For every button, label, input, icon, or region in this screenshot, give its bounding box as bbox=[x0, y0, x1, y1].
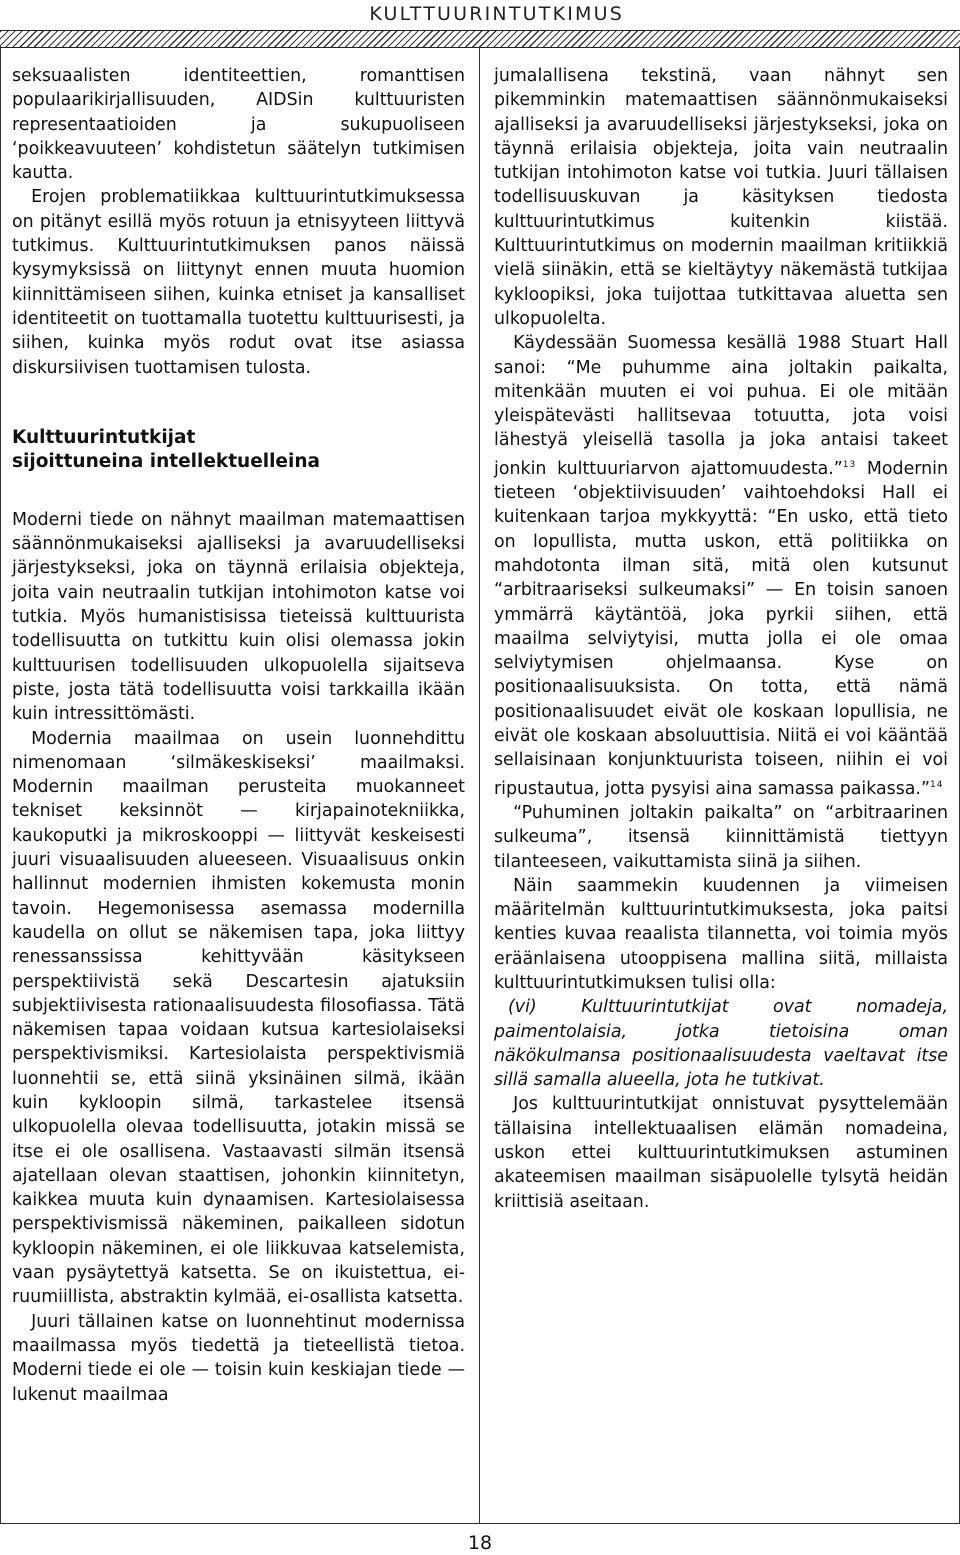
paragraph: Juuri tällainen katse on luonnehtinut modernissa maailmassa myös tiedettä ja tieteellistä tietoa. Moderni tiede ei ole — toisin kuin keskiajan tiede — lukenut maailmaa bbox=[12, 1311, 465, 1405]
running-title: KULTTUURINTUTKIMUS bbox=[369, 3, 624, 25]
paragraph: Jos kulttuurintutkijat onnistuvat pysyttelemään tällaisina intellektuaalisen elämän nomadeina, uskon ettei kulttuurintutkimuksen astuminen akateemisen maailman sisäpuolelle tylsytä heidän kriittisiä aseitaan. bbox=[494, 1094, 948, 1212]
footnote-ref: 13 bbox=[842, 459, 857, 470]
column-divider bbox=[479, 46, 480, 1524]
page-frame-left bbox=[0, 46, 1, 1524]
left-column bbox=[12, 64, 465, 1407]
section-heading bbox=[12, 426, 465, 474]
footnote-ref: 14 bbox=[929, 779, 944, 790]
paragraph-text: Käydessään Suomessa kesällä 1988 Stuart Hall sanoi: “Me puhumme aina joltakin paikalta, mitenkään muuten ei voi puhua. Ei ole mitään yleispätevästi hallitsevaa totuutta, jota voisi lähestyä yleisellä tasolla ja joka antaisi takeet jonkin kulttuuriarvon ajattomuudesta.” bbox=[494, 333, 948, 479]
paragraph: Modernia maailmaa on usein luonnehdittu nimenomaan ‘silmäkeskiseksi’ maailmaksi. Modernin maailman perusteita muokanneet tekniset keksinnöt — kirjapainotekniikka, kaukoputki ja mikroskooppi — liittyvät keskeisesti juuri visuaalisuuden alueeseen. Visuaalisuus onkin hallinnut modernien ihmisten kokemusta monin tavoin. Hegemonisessa asemassa modernilla kaudella on ollut se näkemisen tapa, joka liittyy renessanssissa kehittyvään käsitykseen perspektiivistä sekä Descartesin ajatuksiin subjektiivisesta rationaalisuudesta filosofiassa. Tätä näkemisen tapaa voidaan kutsua kartesiolaiseksi perspektivismiksi. Kartesiolaista perspektivismiä luonnehtii se, että siinä yksinäinen silmä, ikään kuin kykloopin silmä, tarkastelee itsensä ulkopuolella olevaa todellisuutta, jotakin missä se itse ei ole osallisena. Vastaavasti silmän itsensä ajatellaan olevan staattisen, johonkin kiinnitetyn, kaikkea muuta kuin dynaamisen. Kartesiolaisessa perspektivismissä näkeminen, paikalleen sidotun kykloopin näkeminen, ei ole liikkuvaa katselemista, vaan pysäytettyä katsetta. Se on ikuistettua, ei-ruumiillista, abstraktin kylmää, ei-osallista katsetta. bbox=[12, 728, 465, 1308]
paragraph: jumalallisena tekstinä, vaan nähnyt sen pikemminkin matemaattisen säännönmukaiseksi ajalliseksi ja avaruudelliseksi järjestykseksi, joka on täynnä erilaisia objekteja, joita vain neutraalin tutkijan intohimoton katse voi tutkia. Juuri tällaisen todellisuuskuvan ja käsityksen tiedosta kulttuurintutkimus kuitenkin kiistää. Kulttuurintutkimus on modernin maailman kritiikkiä vielä siinäkin, että se kieltäytyy näkemästä tutkijaa kykloopiksi, joka tuijottaa tutkittavaa aluetta sen ulkopuolelta. bbox=[494, 66, 948, 329]
page-number: 18 bbox=[467, 1532, 493, 1554]
paragraph bbox=[494, 331, 948, 801]
paragraph: Näin saammekin kuudennen ja viimeisen määritelmän kulttuurintutkimuksesta, joka paitsi kenties kuvaa reaalista tilannetta, voi toimia myös eräänlaisena utooppisena mallina siitä, millaista kulttuurintutkimuksen tulisi olla: bbox=[494, 875, 948, 993]
paragraph: seksuaalisten identiteettien, romanttisen populaarikirjallisuuden, AIDSin kulttuuristen representaatioiden ja sukupuoliseen ‘poikkeavuuteen’ kohdistetun säätelyn tutkimisen kautta. bbox=[12, 66, 465, 184]
paragraph-text: Modernin tieteen ‘objektiivisuuden’ vaihtoehdoksi Hall ei kuitenkaan tarjoa mykkyyttä: “En usko, että tieto on lopullista, mutta uskon, että politiikka on mahdotonta ilman sitä, mitä olen kutsunut “arbitraariseksi sulkeumaksi” — En toisin sanoen ymmärrä käytäntöä, joka pyrkii siihen, että maailma selviytyisi, mutta jolla ei ole omaa selviytymisen ohjelmaansa. Kyse on positionaalisuuksista. On totta, että nämä positionaalisuudet eivät ole koskaan lopullisia, ne eivät ole koskaan absoluuttisia. Niitä ei voi kääntää sellaisinaan konjunktuurista toiseen, niihin ei voi ripustautua, jotta pysyisi aina samassa paikassa.” bbox=[494, 458, 948, 799]
page-frame-bottom bbox=[0, 1523, 960, 1524]
section-heading-line: sijoittuneina intellektuelleina bbox=[12, 450, 320, 472]
paragraph: “Puhuminen joltakin paikalta” on “arbitraarinen sulkeuma”, itsensä kiinnittämistä tiettyyn tilanteeseen, vaikuttamista siinä ja siihen. bbox=[494, 802, 948, 872]
definition-quote: (vi) Kulttuurintutkijat ovat nomadeja, paimentolaisia, jotka tietoisina oman näkökulmansa positionaalisuudesta vaeltavat itse sillä samalla alueella, jota he tutkivat. bbox=[494, 997, 948, 1091]
paragraph: Moderni tiede on nähnyt maailman matemaattisen säännönmukaiseksi ajalliseksi ja avaruudelliseksi järjestykseksi, joka on täynnä erilaisia objekteja, joita vain neutraalin tutkijan intohimoton katse voi tutkia. Myös humanistisissa tieteissä kulttuurista todellisuutta on tutkittu kuin olisi olemassa jokin kulttuurisen todellisuuden ulkopuolella sijaitseva piste, josta tätä todellisuutta voisi tarkkailla ikään kuin intressittömästi. bbox=[12, 509, 465, 725]
paragraph: Erojen problematiikkaa kulttuurintutkimuksessa on pitänyt esillä myös rotuun ja etnisyyteen liittyvä tutkimus. Kulttuurintutkimuksen panos näissä kysymyksissä on liittynyt ennen muuta huomion kiinnittämiseen siihen, kuinka etniset ja kansalliset identiteetit on tuottamalla tuotettu kulttuurisesti, ja siihen, kuinka myös rodut ovat itse asiassa diskursiivisen tuottamisen tulosta. bbox=[12, 187, 465, 378]
right-column bbox=[494, 64, 948, 1214]
header-hatch-band bbox=[0, 30, 960, 48]
section-heading-line: Kulttuurintutkijat bbox=[12, 426, 196, 448]
